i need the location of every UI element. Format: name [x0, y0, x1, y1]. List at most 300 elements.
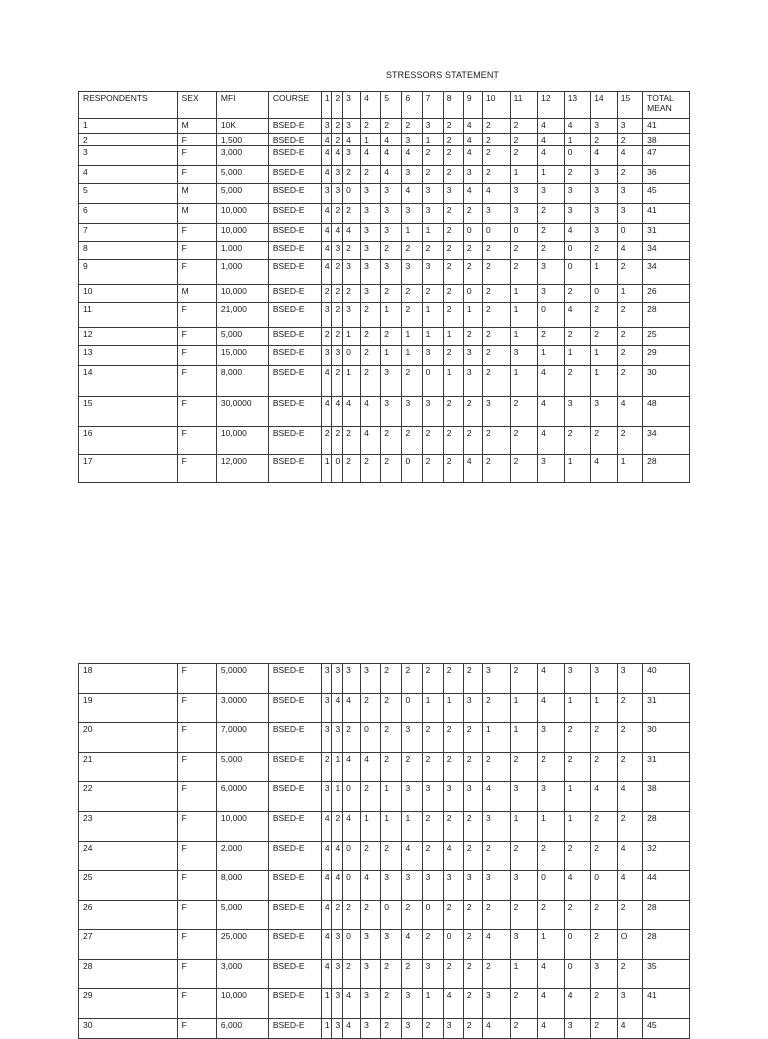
stressor-score-cell: 0 — [564, 260, 591, 285]
stressor-score-cell: 2 — [538, 328, 565, 346]
course-cell: BSED-E — [268, 427, 321, 455]
stressor-score-cell: 3 — [463, 346, 482, 366]
stressor-score-cell: 2 — [321, 753, 332, 782]
stressor-score-cell: 2 — [443, 204, 463, 224]
stressor-score-cell: 3 — [361, 184, 381, 204]
respondent-cell: 17 — [79, 455, 178, 483]
course-cell: BSED-E — [268, 397, 321, 427]
stressor-score-cell: 3 — [463, 366, 482, 397]
stressor-score-cell: 0 — [402, 455, 422, 483]
table-row — [79, 242, 690, 260]
stressor-score-cell: 3 — [381, 224, 402, 242]
stressor-score-cell: 2 — [510, 397, 538, 427]
stressor-score-cell: 2 — [443, 455, 463, 483]
course-cell: BSED-E — [268, 930, 321, 960]
mfi-cell: 10,000 — [216, 989, 268, 1019]
stressor-score-cell: 2 — [381, 119, 402, 134]
stressor-score-cell: 1 — [510, 960, 538, 989]
stressor-score-cell: 3 — [321, 184, 332, 204]
stressor-score-cell: 2 — [617, 328, 642, 346]
stressor-score-cell: 3 — [332, 960, 343, 989]
stressor-score-cell: 2 — [332, 366, 343, 397]
stressor-score-cell: 2 — [381, 285, 402, 303]
mfi-cell: 10,000 — [216, 427, 268, 455]
stressor-score-cell: 2 — [617, 694, 642, 723]
stressor-score-cell: 2 — [343, 960, 361, 989]
stressor-score-cell: 3 — [564, 1019, 591, 1039]
respondent-cell: 27 — [79, 930, 178, 960]
stressor-score-cell: 4 — [538, 694, 565, 723]
stressor-score-cell: O — [617, 930, 642, 960]
stressor-score-cell: 4 — [538, 989, 565, 1019]
table-row — [79, 871, 690, 901]
stressor-score-cell: 3 — [591, 204, 618, 224]
stressor-score-cell: 3 — [510, 204, 538, 224]
stressor-score-cell: 2 — [381, 960, 402, 989]
header-cell: 12 — [538, 92, 565, 119]
header-cell: SEX — [177, 92, 216, 119]
stressor-score-cell: 4 — [402, 146, 422, 166]
stressor-score-cell: 4 — [321, 871, 332, 901]
table-row — [79, 328, 690, 346]
stressor-score-cell: 3 — [617, 204, 642, 224]
header-cell: TOTAL MEAN — [643, 92, 690, 119]
stressor-score-cell: 4 — [463, 455, 482, 483]
total-mean-cell: 26 — [643, 285, 690, 303]
stressor-score-cell: 2 — [463, 397, 482, 427]
stressor-score-cell: 3 — [422, 119, 443, 134]
stressor-score-cell: 1 — [510, 812, 538, 842]
stressor-score-cell: 2 — [343, 427, 361, 455]
stressor-score-cell: 3 — [591, 166, 618, 184]
stressor-score-cell: 4 — [321, 842, 332, 871]
stressor-score-cell: 0 — [422, 366, 443, 397]
stressor-score-cell: 4 — [402, 842, 422, 871]
total-mean-cell: 34 — [643, 242, 690, 260]
stressor-score-cell: 4 — [564, 303, 591, 328]
stressors-table-part-2 — [78, 663, 690, 1039]
stressor-score-cell: 1 — [332, 753, 343, 782]
stressor-score-cell: 2 — [564, 842, 591, 871]
stressor-score-cell: 2 — [463, 260, 482, 285]
stressor-score-cell: 1 — [422, 224, 443, 242]
respondent-cell: 3 — [79, 146, 178, 166]
stressor-score-cell: 3 — [361, 960, 381, 989]
stressor-score-cell: 3 — [332, 242, 343, 260]
stressor-score-cell: 2 — [381, 664, 402, 694]
stressor-score-cell: 3 — [483, 664, 511, 694]
stressor-score-cell: 4 — [617, 782, 642, 812]
stressor-score-cell: 2 — [422, 812, 443, 842]
stressor-score-cell: 0 — [343, 184, 361, 204]
stressor-score-cell: 4 — [321, 134, 332, 146]
stressor-score-cell: 1 — [422, 328, 443, 346]
stressor-score-cell: 2 — [463, 989, 482, 1019]
stressor-score-cell: 2 — [463, 930, 482, 960]
table-row — [79, 346, 690, 366]
stressor-score-cell: 0 — [564, 960, 591, 989]
stressor-score-cell: 3 — [332, 1019, 343, 1039]
stressor-score-cell: 2 — [443, 260, 463, 285]
stressor-score-cell: 2 — [361, 366, 381, 397]
stressor-score-cell: 2 — [591, 134, 618, 146]
stressor-score-cell: 3 — [321, 782, 332, 812]
stressor-score-cell: 2 — [343, 901, 361, 930]
stressor-score-cell: 1 — [381, 812, 402, 842]
header-cell: MFI — [216, 92, 268, 119]
header-cell: 6 — [402, 92, 422, 119]
stressor-score-cell: 4 — [321, 960, 332, 989]
stressor-score-cell: 3 — [538, 260, 565, 285]
stressor-score-cell: 4 — [321, 930, 332, 960]
stressor-score-cell: 1 — [402, 224, 422, 242]
mfi-cell: 5,0000 — [216, 664, 268, 694]
total-mean-cell: 28 — [643, 303, 690, 328]
stressor-score-cell: 2 — [361, 694, 381, 723]
stressor-score-cell: 3 — [591, 397, 618, 427]
total-mean-cell: 28 — [643, 930, 690, 960]
respondent-cell: 13 — [79, 346, 178, 366]
stressor-score-cell: 3 — [510, 930, 538, 960]
stressor-score-cell: 2 — [538, 842, 565, 871]
stressor-score-cell: 2 — [483, 242, 511, 260]
stressor-score-cell: 0 — [343, 930, 361, 960]
stressor-score-cell: 3 — [591, 119, 618, 134]
respondent-cell: 7 — [79, 224, 178, 242]
mfi-cell: 10K — [216, 119, 268, 134]
stressor-score-cell: 2 — [381, 1019, 402, 1039]
stressor-score-cell: 2 — [617, 723, 642, 753]
course-cell: BSED-E — [268, 346, 321, 366]
mfi-cell: 10,000 — [216, 204, 268, 224]
stressor-score-cell: 3 — [381, 260, 402, 285]
total-mean-cell: 40 — [643, 664, 690, 694]
total-mean-cell: 44 — [643, 871, 690, 901]
stressor-score-cell: 2 — [538, 242, 565, 260]
table-row — [79, 184, 690, 204]
header-cell: 10 — [483, 92, 511, 119]
stressor-score-cell: 2 — [483, 303, 511, 328]
stressor-score-cell: 2 — [591, 328, 618, 346]
stressor-score-cell: 2 — [343, 285, 361, 303]
stressor-score-cell: 2 — [332, 119, 343, 134]
stressor-score-cell: 2 — [463, 1019, 482, 1039]
mfi-cell: 10,000 — [216, 224, 268, 242]
stressor-score-cell: 0 — [332, 455, 343, 483]
stressor-score-cell: 1 — [361, 134, 381, 146]
stressor-score-cell: 1 — [483, 723, 511, 753]
table-row — [79, 723, 690, 753]
sex-cell: F — [177, 960, 216, 989]
stressor-score-cell: 3 — [591, 664, 618, 694]
stressor-score-cell: 2 — [402, 901, 422, 930]
stressor-score-cell: 2 — [483, 901, 511, 930]
stressor-score-cell: 1 — [510, 723, 538, 753]
stressor-score-cell: 3 — [321, 664, 332, 694]
stressor-score-cell: 3 — [422, 260, 443, 285]
stressor-score-cell: 2 — [443, 427, 463, 455]
header-cell: 3 — [343, 92, 361, 119]
stressor-score-cell: 3 — [402, 989, 422, 1019]
stressor-score-cell: 2 — [381, 723, 402, 753]
respondent-cell: 28 — [79, 960, 178, 989]
sex-cell: F — [177, 989, 216, 1019]
table-row — [79, 260, 690, 285]
stressor-score-cell: 1 — [538, 812, 565, 842]
stressor-score-cell: 2 — [422, 664, 443, 694]
total-mean-cell: 31 — [643, 753, 690, 782]
stressor-score-cell: 3 — [343, 146, 361, 166]
stressor-score-cell: 1 — [510, 285, 538, 303]
stressor-score-cell: 0 — [343, 871, 361, 901]
stressor-score-cell: 0 — [564, 930, 591, 960]
table-row — [79, 1019, 690, 1039]
stressor-score-cell: 3 — [538, 723, 565, 753]
stressor-score-cell: 4 — [463, 184, 482, 204]
stressor-score-cell: 2 — [332, 812, 343, 842]
stressor-score-cell: 2 — [343, 166, 361, 184]
course-cell: BSED-E — [268, 242, 321, 260]
respondent-cell: 26 — [79, 901, 178, 930]
sex-cell: F — [177, 782, 216, 812]
stressor-score-cell: 0 — [361, 723, 381, 753]
course-cell: BSED-E — [268, 303, 321, 328]
stressor-score-cell: 2 — [591, 930, 618, 960]
stressor-score-cell: 2 — [422, 753, 443, 782]
respondent-cell: 23 — [79, 812, 178, 842]
respondent-cell: 12 — [79, 328, 178, 346]
stressor-score-cell: 2 — [483, 119, 511, 134]
stressor-score-cell: 3 — [402, 397, 422, 427]
stressor-score-cell: 3 — [463, 166, 482, 184]
stressor-score-cell: 3 — [538, 455, 565, 483]
stressor-score-cell: 4 — [343, 397, 361, 427]
stressor-score-cell: 2 — [483, 146, 511, 166]
respondent-cell: 4 — [79, 166, 178, 184]
sex-cell: F — [177, 455, 216, 483]
header-cell: 1 — [321, 92, 332, 119]
stressor-score-cell: 2 — [443, 242, 463, 260]
sex-cell: F — [177, 397, 216, 427]
stressor-score-cell: 1 — [321, 989, 332, 1019]
stressor-score-cell: 4 — [483, 184, 511, 204]
mfi-cell: 5,000 — [216, 166, 268, 184]
table-row — [79, 134, 690, 146]
stressor-score-cell: 3 — [483, 871, 511, 901]
sex-cell: F — [177, 328, 216, 346]
respondent-cell: 2 — [79, 134, 178, 146]
stressor-score-cell: 2 — [332, 285, 343, 303]
header-cell: 13 — [564, 92, 591, 119]
stressor-score-cell: 2 — [591, 753, 618, 782]
respondent-cell: 25 — [79, 871, 178, 901]
respondent-cell: 30 — [79, 1019, 178, 1039]
stressor-score-cell: 3 — [402, 260, 422, 285]
stressor-score-cell: 0 — [483, 224, 511, 242]
stressor-score-cell: 3 — [463, 871, 482, 901]
stressor-score-cell: 2 — [332, 303, 343, 328]
stressor-score-cell: 2 — [510, 134, 538, 146]
stressor-score-cell: 4 — [591, 146, 618, 166]
stressor-score-cell: 4 — [361, 427, 381, 455]
course-cell: BSED-E — [268, 842, 321, 871]
stressor-score-cell: 2 — [564, 753, 591, 782]
stressor-score-cell: 2 — [463, 427, 482, 455]
sex-cell: F — [177, 812, 216, 842]
stressor-score-cell: 2 — [361, 782, 381, 812]
stressor-score-cell: 3 — [443, 871, 463, 901]
stressor-score-cell: 2 — [510, 664, 538, 694]
stressor-score-cell: 2 — [483, 753, 511, 782]
stressor-score-cell: 2 — [538, 901, 565, 930]
stressor-score-cell: 2 — [343, 204, 361, 224]
stressor-score-cell: 4 — [538, 1019, 565, 1039]
stressor-score-cell: 2 — [332, 204, 343, 224]
stressor-score-cell: 2 — [617, 960, 642, 989]
mfi-cell: 5,000 — [216, 753, 268, 782]
stressor-score-cell: 2 — [443, 146, 463, 166]
stressor-score-cell: 3 — [361, 285, 381, 303]
stressor-score-cell: 3 — [422, 204, 443, 224]
stressor-score-cell: 2 — [422, 242, 443, 260]
stressor-score-cell: 1 — [443, 328, 463, 346]
stressor-score-cell: 2 — [332, 427, 343, 455]
stressor-score-cell: 3 — [332, 930, 343, 960]
total-mean-cell: 30 — [643, 723, 690, 753]
stressor-score-cell: 2 — [343, 455, 361, 483]
respondent-cell: 19 — [79, 694, 178, 723]
stressor-score-cell: 4 — [538, 366, 565, 397]
stressor-score-cell: 0 — [343, 842, 361, 871]
stressor-score-cell: 2 — [591, 901, 618, 930]
stressor-score-cell: 2 — [617, 901, 642, 930]
course-cell: BSED-E — [268, 812, 321, 842]
stressor-score-cell: 4 — [463, 146, 482, 166]
stressor-score-cell: 1 — [564, 346, 591, 366]
mfi-cell: 7,0000 — [216, 723, 268, 753]
table-row — [79, 960, 690, 989]
stressor-score-cell: 2 — [443, 723, 463, 753]
stressor-score-cell: 3 — [443, 1019, 463, 1039]
sex-cell: M — [177, 119, 216, 134]
stressor-score-cell: 3 — [463, 694, 482, 723]
stressor-score-cell: 3 — [343, 664, 361, 694]
stressor-score-cell: 2 — [321, 285, 332, 303]
header-row — [79, 92, 690, 119]
stressor-score-cell: 3 — [381, 184, 402, 204]
stressor-score-cell: 4 — [443, 842, 463, 871]
total-mean-cell: 47 — [643, 146, 690, 166]
stressor-score-cell: 4 — [321, 812, 332, 842]
table-title: STRESSORS STATEMENT — [385, 70, 500, 80]
sex-cell: M — [177, 204, 216, 224]
table-row — [79, 812, 690, 842]
stressor-score-cell: 3 — [361, 242, 381, 260]
stressor-score-cell: 2 — [617, 260, 642, 285]
stressor-score-cell: 2 — [564, 427, 591, 455]
stressor-score-cell: 3 — [402, 723, 422, 753]
stressor-score-cell: 1 — [381, 346, 402, 366]
stressor-score-cell: 3 — [381, 930, 402, 960]
course-cell: BSED-E — [268, 224, 321, 242]
sex-cell: F — [177, 303, 216, 328]
header-cell: 15 — [617, 92, 642, 119]
stressor-score-cell: 4 — [483, 782, 511, 812]
course-cell: BSED-E — [268, 119, 321, 134]
stressor-score-cell: 0 — [510, 224, 538, 242]
stressor-score-cell: 3 — [510, 782, 538, 812]
stressor-score-cell: 0 — [538, 871, 565, 901]
stressor-score-cell: 2 — [463, 960, 482, 989]
course-cell: BSED-E — [268, 1019, 321, 1039]
stressor-score-cell: 4 — [538, 397, 565, 427]
stressor-score-cell: 2 — [443, 397, 463, 427]
course-cell: BSED-E — [268, 664, 321, 694]
stressor-score-cell: 2 — [483, 366, 511, 397]
stressor-score-cell: 2 — [483, 427, 511, 455]
respondent-cell: 16 — [79, 427, 178, 455]
stressor-score-cell: 2 — [538, 224, 565, 242]
stressor-score-cell: 3 — [361, 930, 381, 960]
stressor-score-cell: 4 — [538, 119, 565, 134]
header-cell: 14 — [591, 92, 618, 119]
stressor-score-cell: 2 — [483, 455, 511, 483]
table-row — [79, 930, 690, 960]
course-cell: BSED-E — [268, 204, 321, 224]
stressor-score-cell: 3 — [361, 1019, 381, 1039]
stressor-score-cell: 2 — [591, 812, 618, 842]
total-mean-cell: 34 — [643, 427, 690, 455]
stressor-score-cell: 2 — [617, 427, 642, 455]
stressor-score-cell: 2 — [564, 366, 591, 397]
stressor-score-cell: 2 — [591, 427, 618, 455]
course-cell: BSED-E — [268, 166, 321, 184]
stressor-score-cell: 2 — [443, 303, 463, 328]
stressor-score-cell: 3 — [332, 184, 343, 204]
respondent-cell: 15 — [79, 397, 178, 427]
stressor-score-cell: 2 — [443, 753, 463, 782]
stressor-score-cell: 3 — [538, 184, 565, 204]
stressor-score-cell: 1 — [591, 366, 618, 397]
stressor-score-cell: 2 — [361, 303, 381, 328]
stressor-score-cell: 3 — [321, 723, 332, 753]
stressor-score-cell: 2 — [617, 753, 642, 782]
stressor-score-cell: 0 — [343, 782, 361, 812]
total-mean-cell: 45 — [643, 184, 690, 204]
course-cell: BSED-E — [268, 366, 321, 397]
stressor-score-cell: 1 — [422, 989, 443, 1019]
table-row — [79, 119, 690, 134]
stressor-score-cell: 3 — [510, 871, 538, 901]
stressor-score-cell: 2 — [402, 242, 422, 260]
stressor-score-cell: 2 — [538, 753, 565, 782]
stressor-score-cell: 2 — [483, 694, 511, 723]
stressor-score-cell: 1 — [422, 303, 443, 328]
stressor-score-cell: 1 — [591, 260, 618, 285]
mfi-cell: 1,000 — [216, 260, 268, 285]
total-mean-cell: 45 — [643, 1019, 690, 1039]
stressor-score-cell: 4 — [617, 1019, 642, 1039]
stressor-score-cell: 4 — [343, 224, 361, 242]
table-row — [79, 989, 690, 1019]
stressor-score-cell: 2 — [361, 166, 381, 184]
stressor-score-cell: 1 — [538, 346, 565, 366]
stressor-score-cell: 2 — [343, 242, 361, 260]
stressor-score-cell: 2 — [510, 146, 538, 166]
stressor-score-cell: 2 — [402, 753, 422, 782]
stressor-score-cell: 4 — [343, 753, 361, 782]
stressor-score-cell: 3 — [321, 346, 332, 366]
